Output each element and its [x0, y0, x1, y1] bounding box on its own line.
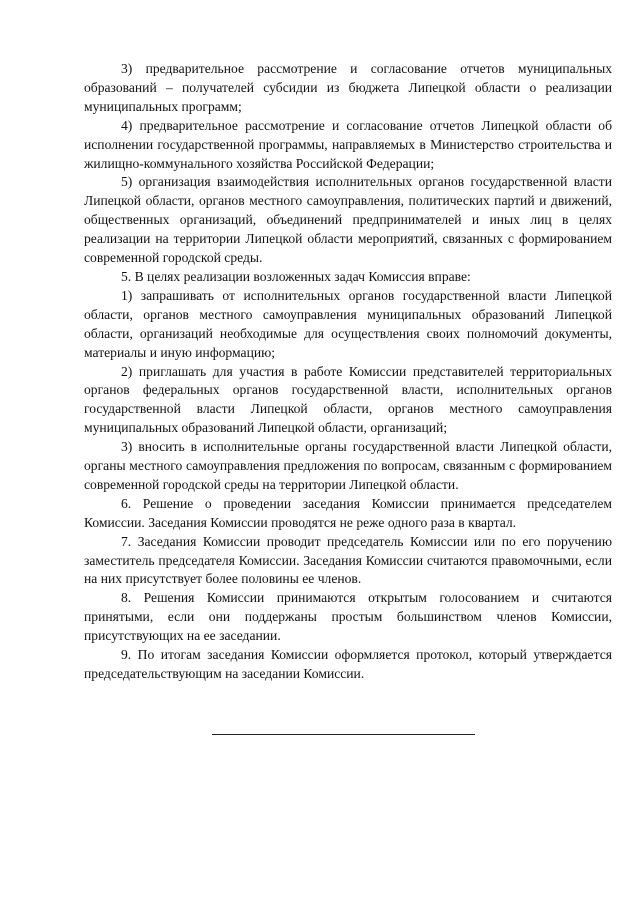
paragraph-right-3-submit-proposals: 3) вносить в исполнительные органы государственной власти Липецкой области, органы местного самоуправления предложения по вопросам, связанным с формированием современной городской среды на территории Липецкой области.	[84, 439, 612, 492]
paragraph-section-5-commission-rights: 5. В целях реализации возложенных задач Комиссия вправе:	[121, 268, 471, 284]
paragraph-section-7-meeting-chair: 7. Заседания Комиссии проводит председатель Комиссии или по его поручению заместитель председателя Комиссии. Заседания Комиссии считаются правомочными, если на них присутствует более половины ее членов.	[84, 533, 612, 587]
paragraph-item-4-review-regional-reports: 4) предварительное рассмотрение и согласование отчетов Липецкой области об исполнении государственной программы, направляемых в Министерство строительства и жилищно-коммунального хозяйства Российской Федерации;	[84, 117, 612, 171]
paragraph-right-2-invite-representatives: 2) приглашать для участия в работе Комиссии представителей территориальных органов федеральных органов государственной власти, исполнительных органов государственной власти Липецкой области, органов местного самоуправления муниципальных образований Липецкой области, организаций;	[84, 363, 612, 436]
paragraph-section-9-protocol: 9. По итогам заседания Комиссии оформляется протокол, который утверждается председательствующим на заседании Комиссии.	[84, 647, 612, 681]
document-page	[84, 60, 612, 684]
end-divider-line	[212, 734, 475, 735]
paragraph-item-3-review-municipal-reports: 3) предварительное рассмотрение и согласование отчетов муниципальных образований – получателей субсидии из бюджета Липецкой области о реализации муниципальных программ;	[84, 61, 612, 114]
paragraph-right-1-request-documents: 1) запрашивать от исполнительных органов государственной власти Липецкой области, органов местного самоуправления муниципальных образований Липецкой области, организаций необходимые для осуществления своих полномочий документы, материалы и иную информацию;	[84, 287, 612, 360]
paragraph-section-6-meeting-decision: 6. Решение о проведении заседания Комиссии принимается председателем Комиссии. Заседания Комиссии проводятся не реже одного раза в квартал.	[84, 495, 612, 530]
paragraph-item-5-organize-interaction: 5) организация взаимодействия исполнительных органов государственной власти Липецкой области, органов местного самоуправления, политических партий и движений, общественных организаций, объединений предпринимателей и иных лиц в целях реализации на территории Липецкой области мероприятий, связанных с формированием современной городской среды.	[84, 174, 612, 266]
paragraph-section-8-voting: 8. Решения Комиссии принимаются открытым голосованием и считаются принятыми, если они поддержаны простым большинством членов Комиссии, присутствующих на ее заседании.	[84, 590, 612, 644]
